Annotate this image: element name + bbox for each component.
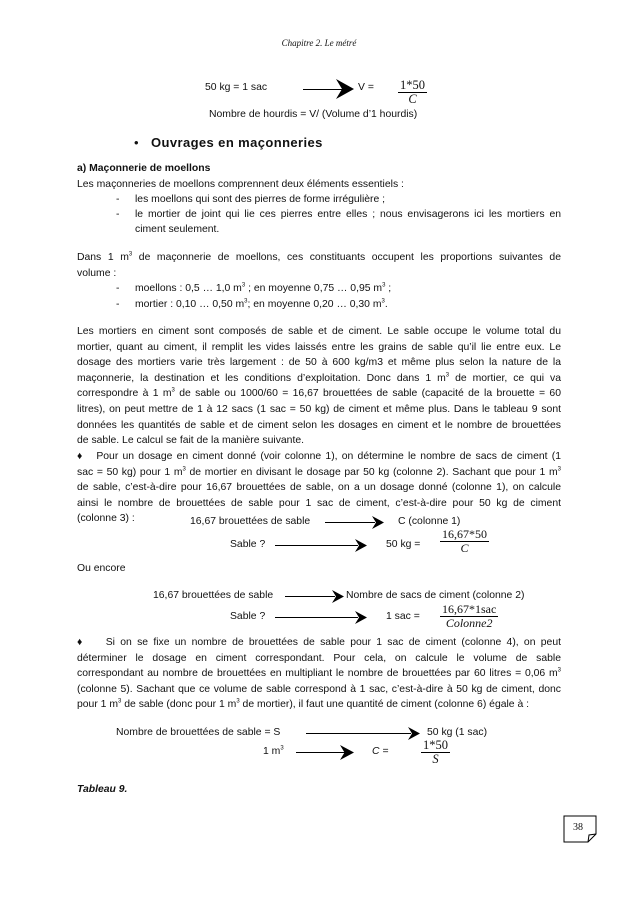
formula1-fraction	[398, 79, 427, 106]
formula4-numerator: 1*50	[423, 738, 448, 752]
proportion-mortier: mortier : 0,10 … 0,50 $m^3$; en moyenne 0,20 … 0,30 $m^3$.	[135, 298, 388, 310]
formula2-top-right: C (colonne 1)	[398, 516, 461, 527]
formula2-arrowhead-2	[355, 539, 367, 552]
formula2-arrowhead	[372, 516, 384, 529]
dans-1m3-line2: volume :	[77, 268, 117, 279]
formula1-denominator: C	[408, 92, 417, 107]
formula2-numerator: 16,67*50	[442, 527, 487, 541]
formula3-fraction	[440, 603, 498, 629]
formula4-top-left: Nombre de brouettées de sable = S	[116, 727, 281, 738]
paragraph-dosage: ♦ Pour un dosage en ciment donné (voir colonne 1), on détermine le nombre de sacs de ciment (1 sac = 50 kg) pour 1 $m^3$ de mortier en divisant le dosage par 50 kg (colonne 2). Sachant que pour 1 $m^3$ de sable, c’est-à-dire pour 16,67 brouettées de sable, on a un dosage donné (colonne 1), on calcule ainsi le nombre de brouettées de sable pour 1 sac de ciment, c’est-à-dire pour 50 kg de ciment (colonne 3) :	[77, 451, 562, 525]
running-header: Chapitre 2. Le métré	[281, 38, 357, 48]
formula4-arrow-2	[296, 752, 345, 753]
proportion-dash: -	[116, 299, 120, 310]
formula4-arrowhead-2	[340, 745, 354, 760]
proportion-dash: -	[116, 283, 120, 294]
formula1-left: 50 kg = 1 sac	[205, 82, 268, 93]
formula4-denominator: S	[432, 752, 439, 767]
formula1-numerator: 1*50	[400, 78, 425, 92]
element-moellons: les moellons qui sont des pierres de forme irrégulière ;	[135, 194, 386, 205]
element-dash: -	[116, 209, 120, 220]
formula2-arrow	[325, 522, 375, 523]
table-caption: Tableau 9.	[77, 784, 128, 795]
proportion-moellons: moellons : 0,5 … 1,0 $m^3$ ; en moyenne 0,75 … 0,95 $m^3$ ;	[135, 282, 392, 294]
element-mortier-line2: ciment seulement.	[135, 224, 220, 235]
formula3-arrowhead	[332, 590, 344, 603]
section-title: Ouvrages en maçonneries	[151, 135, 323, 150]
paragraph-fixe: ♦ Si on se fixe un nombre de brouettées de sable pour 1 sac de ciment (colonne 4), on peut déterminer le dosage en ciment correspondant. Pour cela, on calcule le volume de sable correspondant au nombre de brouettées en multipliant le nombre de brouettées par 60 litres = 0,06 $m^3$ (colonne 5). Sachant que ce volume de sable correspond à 1 sac, c’est-à-dire à 50 kg de ciment, donc pour 1 $m^3$ de sable (donc pour 1 $m^3$ de mortier), il faut une quantité de ciment (colonne 6) égale à :	[77, 637, 561, 711]
formula3-numerator: 16,67*1sac	[442, 602, 497, 616]
intro-line: Les maçonneries de moellons comprennent deux éléments essentiels :	[77, 179, 404, 190]
formula3-arrow	[285, 596, 335, 597]
formula3-arrowhead-2	[355, 611, 367, 624]
formula2-denominator: C	[460, 540, 469, 555]
section-bullet: •	[134, 135, 139, 150]
formula3-bottom-right: 1 sac =	[386, 611, 420, 622]
formula4-top-right: 50 kg (1 sac)	[427, 727, 488, 738]
formula3-bottom-left: Sable ?	[230, 611, 266, 622]
formula2-bottom-left: Sable ?	[230, 539, 266, 550]
formula1-arrowhead	[336, 79, 354, 99]
paragraph-mortiers: Les mortiers en ciment sont composés de sable et de ciment. Le sable occupe le volume total du mortier, quant au ciment, il remplit les vides laissés entre les grains de sable qu’il lie entre eux. Le dosage des mortiers varie très largement : de 50 à 600 kg/m3 et même plus selon la nature de la maçonnerie, la destination et les conditions d’exploitation. Donc dans 1 $m^3$ de mortier, ce qui va correspondre à 1 $m^3$ de sable ou 1000/60 = 16,67 brouettées de sable (capacité de la brouette = 60 litres), on peut mettre de 1 à 12 sacs (1 sac = 50 kg) de ciment et même plus. Dans le tableau 9 sont données les quantités de sable et de ciment selon les dosages en ciment et le nombre de brouettées de sable. Le calcul se fait de la manière suivante.	[77, 326, 561, 447]
element-dash: -	[116, 194, 120, 205]
subsection-title: a) Maçonnerie de moellons	[77, 163, 211, 174]
formula4-arrowhead	[408, 727, 420, 740]
formula4-bottom-right: C =	[372, 746, 389, 757]
dans-1m3-line1: Dans 1 $m^3$ de maçonnerie de moellons, ces constituants occupent les proportions suivantes de	[77, 251, 561, 263]
formula2-fraction	[440, 528, 489, 554]
formula3-denominator: Colonne2	[445, 615, 493, 630]
element-mortier-line1: le mortier de joint qui lie ces pierres entre elles ; nous envisagerons ici les mortiers en	[135, 209, 561, 220]
formula3-top-right: Nombre de sacs de ciment (colonne 2)	[346, 590, 525, 601]
ou-encore: Ou encore	[77, 563, 126, 574]
formula2-arrow-2	[275, 545, 358, 546]
formula4-bottom-left: 1 $m^3$	[263, 745, 284, 757]
formula3-top-left: 16,67 brouettées de sable	[153, 590, 274, 601]
formula4-arrow	[306, 733, 411, 734]
page-number: 38	[573, 822, 583, 833]
formula1-right: V =	[358, 82, 374, 93]
formula1-note: Nombre de hourdis = V/ (Volume d’1 hourdis)	[209, 109, 418, 120]
formula2-top-left: 16,67 brouettées de sable	[190, 516, 311, 527]
formula3-arrow-2	[275, 617, 358, 618]
formula4-fraction	[421, 739, 450, 766]
formula2-bottom-right: 50 kg =	[386, 539, 421, 550]
